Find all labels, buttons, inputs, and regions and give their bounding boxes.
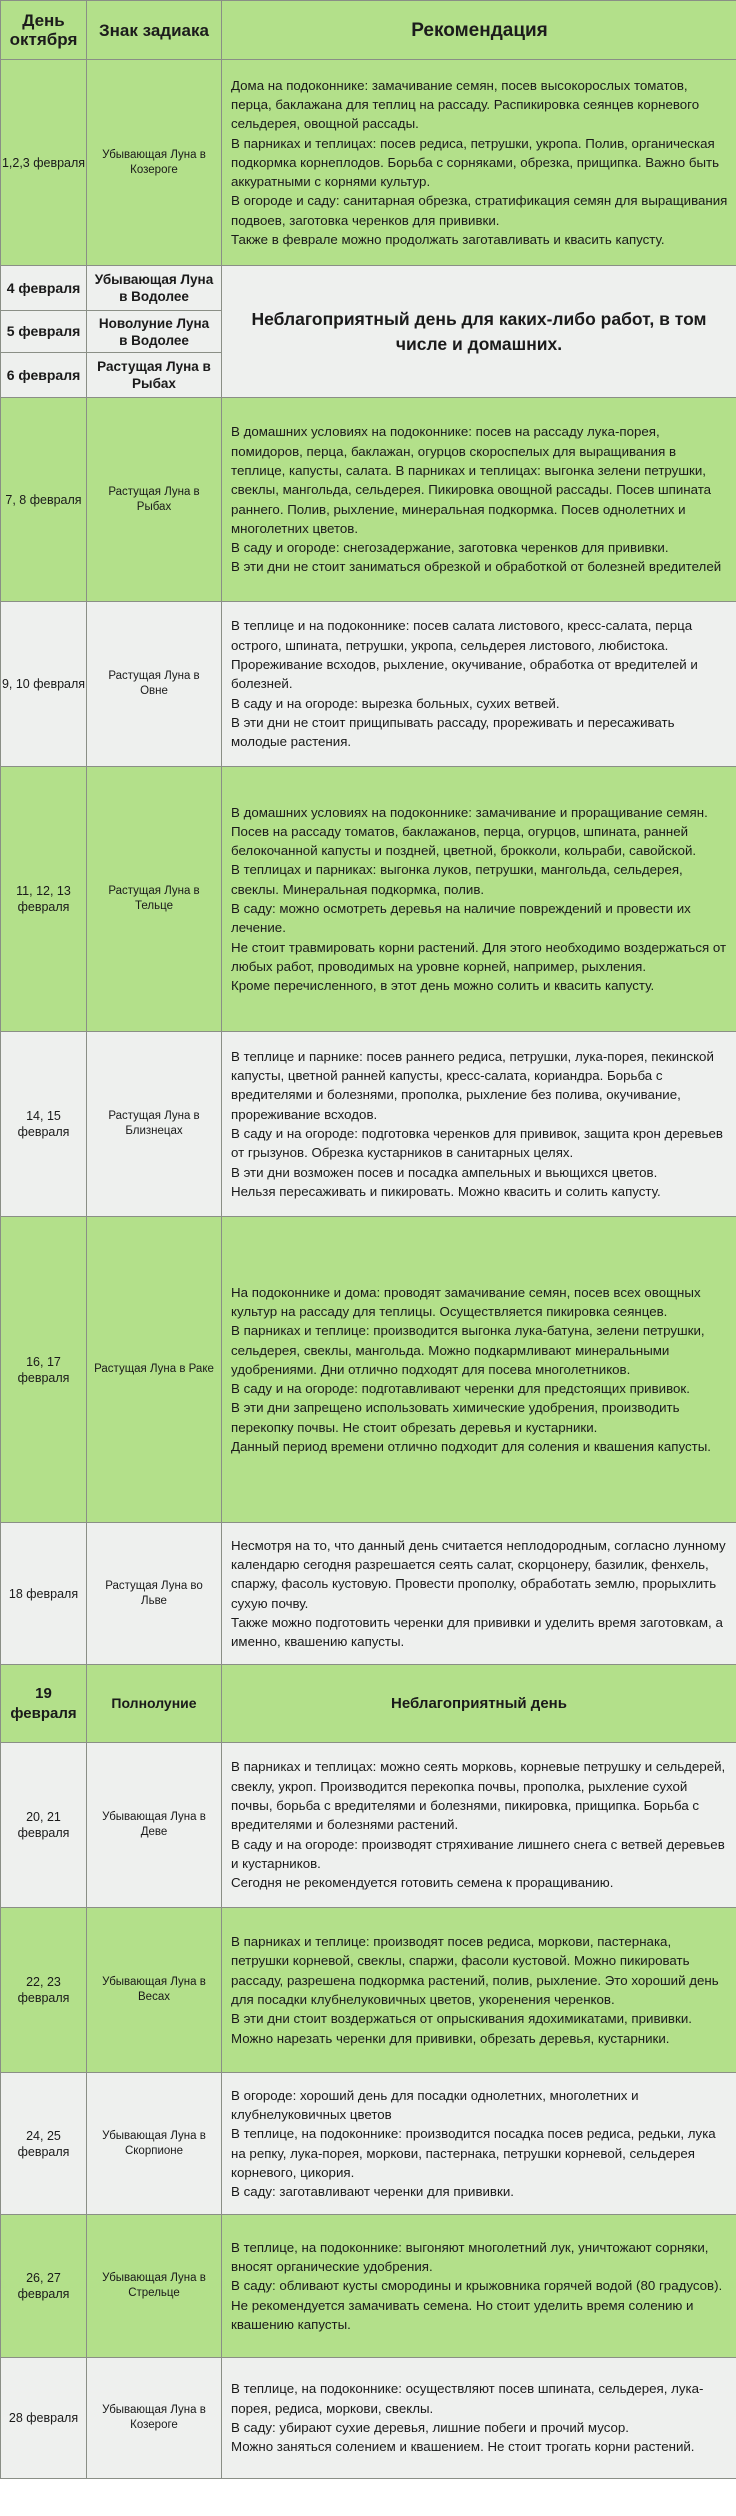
day-cell: 7, 8 февраля	[1, 398, 87, 602]
recommendation-line: Дома на подоконнике: замачивание семян, посев высокорослых томатов, перца, баклажана для теплиц на рассаду. Распикировка сеянцев корневого сельдерея, овощной рассады.	[231, 77, 700, 132]
day-cell: 6 февраля	[1, 353, 87, 398]
recommendation-cell	[222, 1217, 736, 1523]
recommendation-line: В теплице и на подоконнике: посев салата листового, кресс-салата, перца острого, шпината, петрушки, укропа, сельдерея листового, любистока. Прореживание всходов, рыхление, окучивание, обработка от вредителей и болезней.	[231, 618, 698, 692]
moon-sign-cell: Убывающая Луна в Весах	[87, 1908, 222, 2073]
recommendation-line: В саду и огороде: снегозадержание, заготовка черенков для прививки.	[231, 540, 669, 556]
header-recommendation: Рекомендация	[222, 1, 736, 60]
table-row	[1, 2215, 736, 2358]
recommendation-line: В парниках и теплице: производят посев редиса, моркови, пастернака, петрушки корневой, свеклы, спаржи, фасоли кустовой. Можно пикировать рассаду, разрешена подкормка растений, полив, рыхление. Это хороший день для посадки клубнелуковичных цветов, укоренения черенков.	[231, 1934, 719, 2007]
recommendation-cell	[222, 2215, 736, 2358]
recommendation-line: В эти дни стоит воздержаться от опрыскивания ядохимикатами, прививки. Можно нарезать черенки для прививки, обрезать деревья, кустарники.	[231, 2011, 692, 2046]
recommendation-line: В саду и на огороде: производят стряхивание лишнего снега с ветвей деревьев и кустарников.	[231, 1836, 725, 1871]
recommendation-line: В домашних условиях на подоконнике: замачивание и проращивание семян. Посев на рассаду томатов, баклажанов, перца, огурцов, шпината, ранней белокочанной капусты и поздней, цветной, брокколи, кольраби, савойской.	[231, 804, 708, 859]
recommendation-cell	[222, 398, 736, 602]
table-row	[1, 1665, 736, 1743]
moon-sign-cell: Растущая Луна в Рыбах	[87, 353, 222, 398]
day-cell: 9, 10 февраля	[1, 602, 87, 767]
recommendation-line: Данный период времени отлично подходит для соления и квашения капусты.	[231, 1439, 711, 1455]
recommendation-line: Кроме перечисленного, в этот день можно солить и квасить капусту.	[231, 978, 655, 994]
recommendation-line: В теплицах и парниках: выгонка луков, петрушки, мангольда, сельдерея, свеклы. Минеральная подкормка, полив.	[231, 862, 683, 897]
table-row	[1, 60, 736, 266]
recommendation-line: В саду и на огороде: подготавливают черенки для предстоящих прививок.	[231, 1381, 690, 1397]
recommendation-line: В теплице, на подоконнике: производится посадка посев редиса, редьки, лука на репку, лука-порея, моркови, пастернака, петрушки корневой, сельдерея корневого, цикория.	[231, 2126, 716, 2180]
recommendation-line: В огороде и саду: санитарная обрезка, стратификация семян для выращивания подвоев, заготовка черенков для прививки.	[231, 193, 728, 228]
recommendation-cell	[222, 1032, 736, 1217]
day-cell: 4 февраля	[1, 266, 87, 311]
day-cell: 24, 25 февраля	[1, 2073, 87, 2215]
moon-sign-cell: Убывающая Луна в Козероге	[87, 2358, 222, 2479]
moon-sign-cell: Растущая Луна в Рыбах	[87, 398, 222, 602]
recommendation-line: В огороде: хороший день для посадки однолетних, многолетних и клубнелуковичных цветов	[231, 2087, 639, 2122]
moon-sign-cell: Новолуние Луна в Водолее	[87, 311, 222, 353]
recommendation-line: В парниках и теплицах: можно сеять морковь, корневые петрушку и сельдерей, свеклу, укроп. Производится перекопка почвы, прополка, рыхление сухой почвы, борьба с вредителями и болезнями, пикировка, прищипка. Борьба с вредителями и болезнями растений.	[231, 1759, 726, 1833]
recommendation-line: В теплице, на подоконнике: осуществляют посев шпината, сельдерея, лука-порея, редиса, моркови, свеклы.	[231, 2381, 704, 2416]
recommendation-line: Также в феврале можно продолжать заготавливать и квасить капусту.	[231, 232, 665, 248]
recommendation-line: В эти дни запрещено использовать химические удобрения, производить перекопку почвы. Не стоит обрезать деревья и кустарники.	[231, 1400, 680, 1435]
recommendation-line: В домашних условиях на подоконнике: посев на рассаду лука-порея, помидоров, перца, баклажан, огурцов скороспелых для выращивания в теплице, капусты, салата. В парниках и теплицах: выгонка зелени петрушки, свеклы, мангольда, сельдерея. Пикировка овощной рассады. Посев шпината раннего. Полив, рыхление, минеральная подкормка. Посев однолетних и многолетних цветов.	[231, 424, 712, 536]
day-cell: 19 февраля	[1, 1665, 87, 1743]
moon-sign-cell: Убывающая Луна в Стрельце	[87, 2215, 222, 2358]
recommendation-cell	[222, 767, 736, 1032]
recommendation-line: Сегодня не рекомендуется готовить семена к проращиванию.	[231, 1875, 614, 1891]
moon-sign-cell: Растущая Луна во Льве	[87, 1523, 222, 1665]
table-row	[1, 1217, 736, 1523]
recommendation-line: В эти дни не стоит заниматься обрезкой и обработкой от болезней вредителей	[231, 559, 722, 575]
header-sign: Знак задиака	[87, 1, 222, 60]
recommendation-line: Несмотря на то, что данный день считается неплодородным, согласно лунному календарю сегодня разрешается сеять салат, скорцонеру, базилик, фенхель, спаржу, фасоль кустовую. Провести прополку, обработать землю, прорыхлить сухую почву.	[231, 1537, 726, 1611]
recommendation-line: В теплице и парнике: посев раннего редиса, петрушки, лука-порея, пекинской капусты, цветной ранней капусты, кресс-салата, кориандра. Борьба с вредителями и болезнями, прополка, рыхление без полива, окучивание, прореживание всходов.	[231, 1048, 714, 1122]
recommendation-line: В саду: обливают кусты смородины и крыжовника горячей водой (80 градусов).	[231, 2278, 723, 2294]
day-cell: 26, 27 февраля	[1, 2215, 87, 2358]
day-cell: 5 февраля	[1, 311, 87, 353]
table-row	[1, 1032, 736, 1217]
table-row	[1, 1743, 736, 1908]
recommendation-cell	[222, 60, 736, 266]
day-cell: 16, 17 февраля	[1, 1217, 87, 1523]
header-day: День октября	[1, 1, 87, 60]
recommendation-line: В эти дни не стоит прищипывать рассаду, прореживать и пересаживать молодые растения.	[231, 714, 675, 750]
recommendation-line: В саду: убирают сухие деревья, лишние побеги и прочий мусор.	[231, 2420, 629, 2435]
recommendation-line: В саду и на огороде: вырезка больных, сухих ветвей.	[231, 695, 560, 711]
moon-sign-cell: Убывающая Луна в Водолее	[87, 266, 222, 311]
moon-sign-cell: Растущая Луна в Тельце	[87, 767, 222, 1032]
day-cell: 22, 23 февраля	[1, 1908, 87, 2073]
recommendation-line: В парниках и теплице: производится выгонка лука-батуна, зелени петрушки, сельдерея, свеклы, мангольда. Можно подкармливают минеральными удобрениями. Дни отлично подходят для посева многолетников.	[231, 1323, 705, 1377]
recommendation-line: Не рекомендуется замачивать семена. Но стоит уделить время солению и квашению капусты.	[231, 2297, 694, 2332]
table-row	[1, 1908, 736, 2073]
moon-sign-cell: Полнолуние	[87, 1665, 222, 1743]
day-cell: 28 февраля	[1, 2358, 87, 2479]
table-row	[1, 2358, 736, 2479]
moon-sign-cell: Убывающая Луна в Козероге	[87, 60, 222, 266]
recommendation-cell	[222, 1908, 736, 2073]
table-row	[1, 1523, 736, 1665]
header-row	[1, 1, 736, 60]
recommendation-cell	[222, 1743, 736, 1908]
moon-sign-cell: Растущая Луна в Овне	[87, 602, 222, 767]
unfavorable-day-note: Неблагоприятный день	[222, 1665, 736, 1743]
recommendation-cell	[222, 602, 736, 767]
recommendation-line: В эти дни возможен посев и посадка ампельных и вьющихся цветов.	[231, 1164, 658, 1180]
recommendation-line: В парниках и теплицах: посев редиса, петрушки, укропа. Полив, органическая подкормка корнеплодов. Борьба с сорняками, обрезка, прищипка. Важно быть аккуратными с корнями культур.	[231, 135, 720, 190]
day-cell: 20, 21 февраля	[1, 1743, 87, 1908]
recommendation-line: В саду: можно осмотреть деревья на наличие повреждений и провести их лечение.	[231, 901, 691, 936]
table-row	[1, 398, 736, 602]
table-row	[1, 2073, 736, 2215]
recommendation-line: Можно заняться солением и квашением. Не стоит трогать корни растений.	[231, 2439, 695, 2455]
recommendation-line: Нельзя пересаживать и пикировать. Можно квасить и солить капусту.	[231, 1183, 661, 1199]
day-cell: 14, 15 февраля	[1, 1032, 87, 1217]
unfavorable-day-note: Неблагоприятный день для каких-либо работ, в том числе и домашних.	[222, 266, 736, 398]
recommendation-cell	[222, 2358, 736, 2479]
day-cell: 11, 12, 13 февраля	[1, 767, 87, 1032]
recommendation-cell	[222, 1523, 736, 1665]
recommendation-line: В саду: заготавливают черенки для прививки.	[231, 2184, 514, 2200]
recommendation-line: В саду и на огороде: подготовка черенков для прививок, защита крон деревьев от грызунов. Обрезка кустарников в санитарных целях.	[231, 1126, 723, 1161]
table-row	[1, 266, 736, 311]
recommendation-line: На подоконнике и дома: проводят замачивание семян, посев всех овощных культур на рассаду для теплицы. Осуществляется пикировка сеянцев.	[231, 1284, 701, 1319]
day-cell: 1,2,3 февраля	[1, 60, 87, 266]
recommendation-line: Также можно подготовить черенки для прививки и уделить время заготовкам, а именно, квашению капусты.	[231, 1614, 723, 1650]
recommendation-line: В теплице, на подоконнике: выгоняют многолетний лук, уничтожают сорняки, вносят органические удобрения.	[231, 2239, 709, 2275]
day-cell: 18 февраля	[1, 1523, 87, 1665]
recommendation-line: Не стоит травмировать корни растений. Для этого необходимо воздержаться от любых работ, проводимых на уровне корней, например, рыхления.	[231, 939, 727, 974]
table-row	[1, 767, 736, 1032]
moon-sign-cell: Убывающая Луна в Скорпионе	[87, 2073, 222, 2215]
table-row	[1, 602, 736, 767]
recommendation-cell	[222, 2073, 736, 2215]
moon-sign-cell: Растущая Луна в Близнецах	[87, 1032, 222, 1217]
moon-sign-cell: Растущая Луна в Раке	[87, 1217, 222, 1523]
moon-sign-cell: Убывающая Луна в Деве	[87, 1743, 222, 1908]
